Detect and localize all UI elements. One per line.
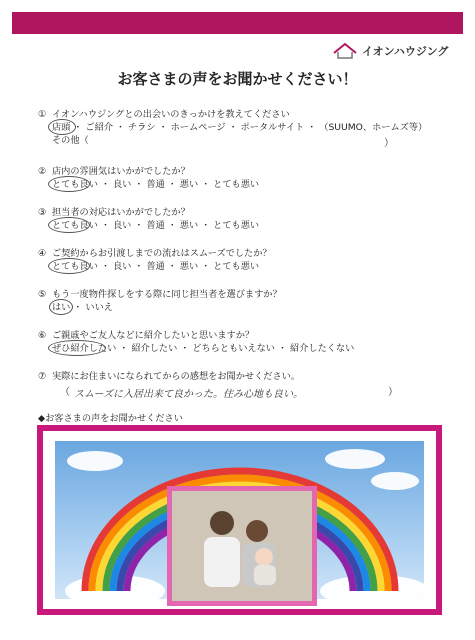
- question-7: ⑦ 実際にお住まいになられてからの感想をお聞かせください。: [38, 371, 301, 382]
- question-2: ② 店内の雰囲気はいかがでしたか？ とても良い ・ 良い ・ 普通 ・ 悪い ・ とても悪い: [38, 166, 260, 190]
- question-text: 担当者の対応はいかがでしたか？: [52, 207, 190, 218]
- question-options: とても良い ・ 良い ・ 普通 ・ 悪い ・ とても悪い: [52, 261, 260, 272]
- question-text: ご親戚やご友人などに紹介したいと思いますか？: [52, 330, 255, 341]
- answer-circle: [48, 176, 90, 192]
- other-paren-close: ）: [384, 138, 394, 149]
- customer-photo: [167, 486, 317, 606]
- answer-circle: [48, 340, 106, 356]
- question-1: ① イオンハウジングとの出会いのきっかけを教えてください 店頭 ・ ご紹介 ・ チラシ ・ ホームページ ・ ポータルサイト ・ （SUUMO、ホームズ等） その他（: [38, 109, 428, 146]
- brand-logo: [332, 40, 462, 62]
- answer-circle: [48, 119, 76, 135]
- answer-circle: [49, 299, 73, 315]
- voice-heading: ◆お客さまの声をお聞かせください: [38, 413, 183, 424]
- house-logo-icon: [332, 41, 358, 61]
- header-bar: [12, 12, 463, 34]
- page-title: お客さまの声をお聞かせください！: [117, 70, 358, 88]
- answer-paren-open: （: [60, 387, 70, 398]
- question-text: ご契約からお引渡しまでの流れはスムーズでしたか？: [52, 248, 272, 259]
- photo-frame: [37, 425, 442, 615]
- question-text: もう一度物件探しをする際に同じ担当者を選びますか？: [52, 289, 282, 300]
- question-options: ぜひ紹介したい ・ 紹介したい ・ どちらともいえない ・ 紹介したくない: [52, 343, 355, 354]
- question-options: 店頭 ・ ご紹介 ・ チラシ ・ ホームページ ・ ポータルサイト ・ （SUUMO、ホームズ等）: [52, 122, 428, 133]
- question-text: 店内の雰囲気はいかがでしたか？: [52, 166, 190, 177]
- answer-circle: [48, 217, 90, 233]
- answer-circle: [48, 258, 90, 274]
- other-label: その他（: [52, 135, 89, 146]
- handwritten-answer: スムーズに入居出来て良かった。住み心地も良い。: [74, 389, 303, 400]
- question-4: ④ ご契約からお引渡しまでの流れはスムーズでしたか？ とても良い ・ 良い ・ 普通 ・ 悪い ・ とても悪い: [38, 248, 272, 272]
- question-3: ③ 担当者の対応はいかがでしたか？ とても良い ・ 良い ・ 普通 ・ 悪い ・ とても悪い: [38, 207, 260, 231]
- question-5: ⑤ もう一度物件探しをする際に同じ担当者を選びますか？ はい ・ いいえ: [38, 289, 282, 313]
- brand-name: イオンハウジング: [362, 45, 449, 58]
- answer-paren-close: ）: [388, 387, 398, 398]
- question-options: とても良い ・ 良い ・ 普通 ・ 悪い ・ とても悪い: [52, 220, 260, 231]
- question-text: 実際にお住まいになられてからの感想をお聞かせください。: [52, 371, 301, 382]
- question-6: ⑥ ご親戚やご友人などに紹介したいと思いますか？ ぜひ紹介したい ・ 紹介したい ・ どちらともいえない ・ 紹介したくない: [38, 330, 355, 354]
- question-options: はい ・ いいえ: [52, 302, 113, 313]
- question-options: とても良い ・ 良い ・ 普通 ・ 悪い ・ とても悪い: [52, 179, 260, 190]
- family-photo-icon: [172, 491, 312, 601]
- question-text: イオンハウジングとの出会いのきっかけを教えてください: [52, 109, 290, 120]
